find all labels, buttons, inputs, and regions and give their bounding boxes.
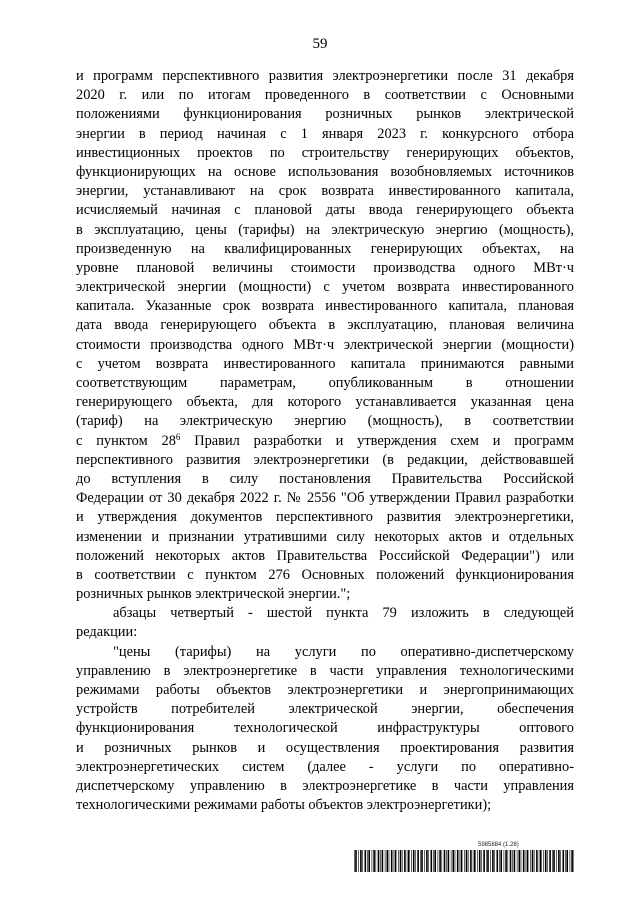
barcode-bar <box>428 850 429 872</box>
barcode-bar <box>526 850 527 872</box>
barcode-bar <box>389 850 390 872</box>
barcode-bar <box>497 850 499 872</box>
text-line: электроэнергетических систем (далее - услуги по оперативно- <box>76 758 574 775</box>
barcode-bar <box>570 850 571 872</box>
text-line: перспективного развития электроэнергетики (в редакции, действовавшей <box>76 451 574 468</box>
barcode-bar <box>460 850 461 872</box>
barcode-bar <box>387 850 389 872</box>
barcode-bar <box>534 850 535 872</box>
barcode-bar <box>362 850 363 872</box>
barcode-bar <box>473 850 474 872</box>
text-line: соответствующим параметрам, опубликованным в отношении <box>76 375 574 391</box>
barcode-bar <box>382 850 384 872</box>
barcode-bar <box>547 850 548 872</box>
barcode-bar <box>404 850 406 872</box>
barcode-bar <box>483 850 485 872</box>
text-line: произведенную на квалифицированных генерирующих объектах, на <box>76 240 574 257</box>
text-line: редакции: <box>76 624 138 641</box>
barcode-bar <box>563 850 565 872</box>
barcode-bar <box>523 850 525 872</box>
barcode-bar <box>455 850 456 872</box>
barcode-bar <box>499 850 500 872</box>
barcode-bar <box>367 850 368 872</box>
text-line: дата ввода генерирующего объекта в эксплуатацию, плановая величина <box>76 317 574 334</box>
barcode-bar <box>424 850 425 872</box>
barcode-bar <box>500 850 502 872</box>
barcode-bar <box>565 850 566 872</box>
barcode-bar <box>543 850 544 872</box>
text-line: абзацы четвертый - шестой пункта 79 изложить в следующей <box>113 605 574 622</box>
barcode-bar <box>433 850 434 872</box>
barcode-image <box>354 850 574 872</box>
text-line: уровне плановой величины стоимости производства одного МВт·ч <box>76 259 574 276</box>
barcode-bar <box>372 850 373 872</box>
barcode-bar <box>464 850 465 872</box>
barcode-bar <box>457 850 459 872</box>
barcode-bar <box>466 850 468 872</box>
barcode-bar <box>411 850 412 872</box>
barcode-bar <box>508 850 509 872</box>
barcode-bar <box>453 850 455 872</box>
barcode-bar <box>521 850 522 872</box>
barcode-bar <box>519 850 521 872</box>
text-line: положениями функционирования розничных рынков электрической <box>76 106 574 123</box>
barcode-bar <box>402 850 403 872</box>
barcode-bar <box>571 850 573 872</box>
barcode-bar <box>545 850 547 872</box>
barcode-bar <box>549 850 551 872</box>
barcode-bar <box>380 850 381 872</box>
document-body <box>76 67 574 815</box>
barcode-bar <box>376 850 377 872</box>
barcode-bar <box>553 850 555 872</box>
barcode-bar <box>539 850 540 872</box>
barcode-bar <box>446 850 447 872</box>
text-line: "цены (тарифы) на услуги по оперативно-диспетчерскому <box>113 643 574 660</box>
text-line: до вступления в силу постановления Правительства Российской <box>76 470 574 487</box>
barcode-bar <box>536 850 538 872</box>
barcode-bar <box>558 850 560 872</box>
barcode-bar <box>413 850 415 872</box>
barcode-bar <box>552 850 553 872</box>
text-line: положений некоторых актов Правительства Российской Федерации") или <box>76 547 574 564</box>
barcode-bar <box>373 850 375 872</box>
barcode-bar <box>468 850 469 872</box>
text-line: стоимости производства одного МВт·ч электрической энергии (мощности) <box>76 336 574 353</box>
barcode-bar <box>394 850 395 872</box>
barcode-bar <box>490 850 491 872</box>
barcode-bar <box>438 850 439 872</box>
text-line: Федерации от 30 декабря 2022 г. № 2556 "Об утверждении Правил разработки <box>76 490 574 507</box>
barcode-bar <box>566 850 568 872</box>
barcode-bar <box>434 850 436 872</box>
barcode-bar <box>368 850 370 872</box>
barcode-bar <box>479 850 481 872</box>
text-line: энергии, устанавливают на срок возврата инвестированного капитала, <box>76 183 574 200</box>
text-line: исчисляемый начиная с плановой даты ввода генерирующего объекта <box>76 202 574 219</box>
barcode-bar <box>470 850 472 872</box>
barcode-bar <box>492 850 494 872</box>
barcode-bar <box>407 850 408 872</box>
text-line: и программ перспективного развития электроэнергетики после 31 декабря <box>76 68 574 84</box>
text-line: капитала. Указанные срок возврата инвестированного капитала, плановая <box>76 298 574 315</box>
barcode-bar <box>504 850 505 872</box>
text-line: инвестиционных проектов по строительству генерирующих объектов, <box>76 144 574 161</box>
text-line: технологическими режимами работы объектов электроэнергетики); <box>76 797 492 814</box>
barcode-bar <box>487 850 489 872</box>
barcode-bar <box>354 850 355 872</box>
barcode-bar <box>420 850 421 872</box>
text-line: энергии в период начиная с 1 января 2023 г. конкурсного отбора <box>76 125 574 142</box>
barcode-bar <box>365 850 367 872</box>
text-line: режимами работы объектов электроэнергетики и энергопринимающих <box>76 682 574 698</box>
text-line: функционирования технологической инфраструктуры оптового <box>76 720 574 737</box>
barcode-bar <box>574 850 575 872</box>
text-line: 2020 г. или по итогам проведенного в соответствии с Основными <box>76 87 574 104</box>
barcode-bar <box>408 850 410 872</box>
barcode-bar <box>400 850 402 872</box>
text-line: в эксплуатацию, цены (тарифы) на электрическую энергию (мощность), <box>76 221 574 238</box>
barcode-bar <box>477 850 478 872</box>
barcode-bar <box>417 850 419 872</box>
text-fragment: с пунктом 28 <box>76 432 176 449</box>
text-line: генерирующего объекта, для которого устанавливается указанная цена <box>76 394 574 411</box>
barcode-bar <box>415 850 416 872</box>
barcode-bar <box>494 850 495 872</box>
barcode-bar <box>355 850 357 872</box>
text-line: электрической энергии (мощности) с учетом возврата инвестированного <box>76 279 574 296</box>
barcode-bar <box>556 850 557 872</box>
barcode-bar <box>560 850 561 872</box>
barcode-bar <box>398 850 399 872</box>
barcode-bar <box>512 850 513 872</box>
barcode-bar <box>385 850 386 872</box>
barcode-bar <box>461 850 463 872</box>
text-line <box>76 432 574 451</box>
barcode-bar <box>442 850 443 872</box>
text-fragment: Правил разработки и утверждения схем и программ <box>180 432 574 449</box>
barcode-bar <box>431 850 433 872</box>
barcode-bar <box>448 850 450 872</box>
barcode-bar <box>530 850 531 872</box>
barcode-bar <box>486 850 487 872</box>
text-line: диспетчерскому управлению в электроэнергетике в части управления <box>76 777 574 794</box>
page-number: 59 <box>312 36 328 52</box>
barcode-bar <box>532 850 534 872</box>
text-line: (тариф) на электрическую энергию (мощность), в соответствии <box>76 413 574 430</box>
barcode-bar <box>391 850 393 872</box>
text-line: управлению в электроэнергетике в части управления технологическими <box>76 662 574 679</box>
barcode-bar <box>421 850 423 872</box>
barcode-bar <box>514 850 516 872</box>
text-line: розничных рынков электрической энергии."; <box>76 586 351 603</box>
barcode-bar <box>395 850 397 872</box>
text-line: изменении и признании утратившими силу некоторых актов и отдельных <box>76 528 574 545</box>
superscript: 6 <box>175 431 181 442</box>
text-line: в соответствии с пунктом 276 Основных положений функционирования <box>76 566 574 583</box>
barcode-bar <box>378 850 380 872</box>
text-line: и розничных рынков и осуществления проектирования развития <box>76 739 574 756</box>
text-line: и утверждения документов перспективного развития электроэнергетики, <box>76 509 574 526</box>
barcode-bar <box>444 850 446 872</box>
barcode-bar <box>505 850 507 872</box>
barcode-bar <box>360 850 362 872</box>
text-line: с учетом возврата инвестированного капитала принимаются равными <box>76 355 574 372</box>
barcode-bar <box>474 850 476 872</box>
barcode-label: 5985884 (1.28) <box>478 842 519 848</box>
barcode-bar <box>426 850 428 872</box>
barcode-bar <box>481 850 482 872</box>
barcode-bar <box>540 850 542 872</box>
barcode-bar <box>451 850 452 872</box>
barcode-bar <box>510 850 512 872</box>
barcode-bar <box>517 850 518 872</box>
text-line: функционирующих на основе использования возобновляемых источников <box>76 163 574 180</box>
text-line: устройств потребителей электрической энергии, обеспечения <box>76 701 574 718</box>
barcode-bar <box>527 850 529 872</box>
barcode-bar <box>439 850 441 872</box>
barcode-bar <box>358 850 359 872</box>
